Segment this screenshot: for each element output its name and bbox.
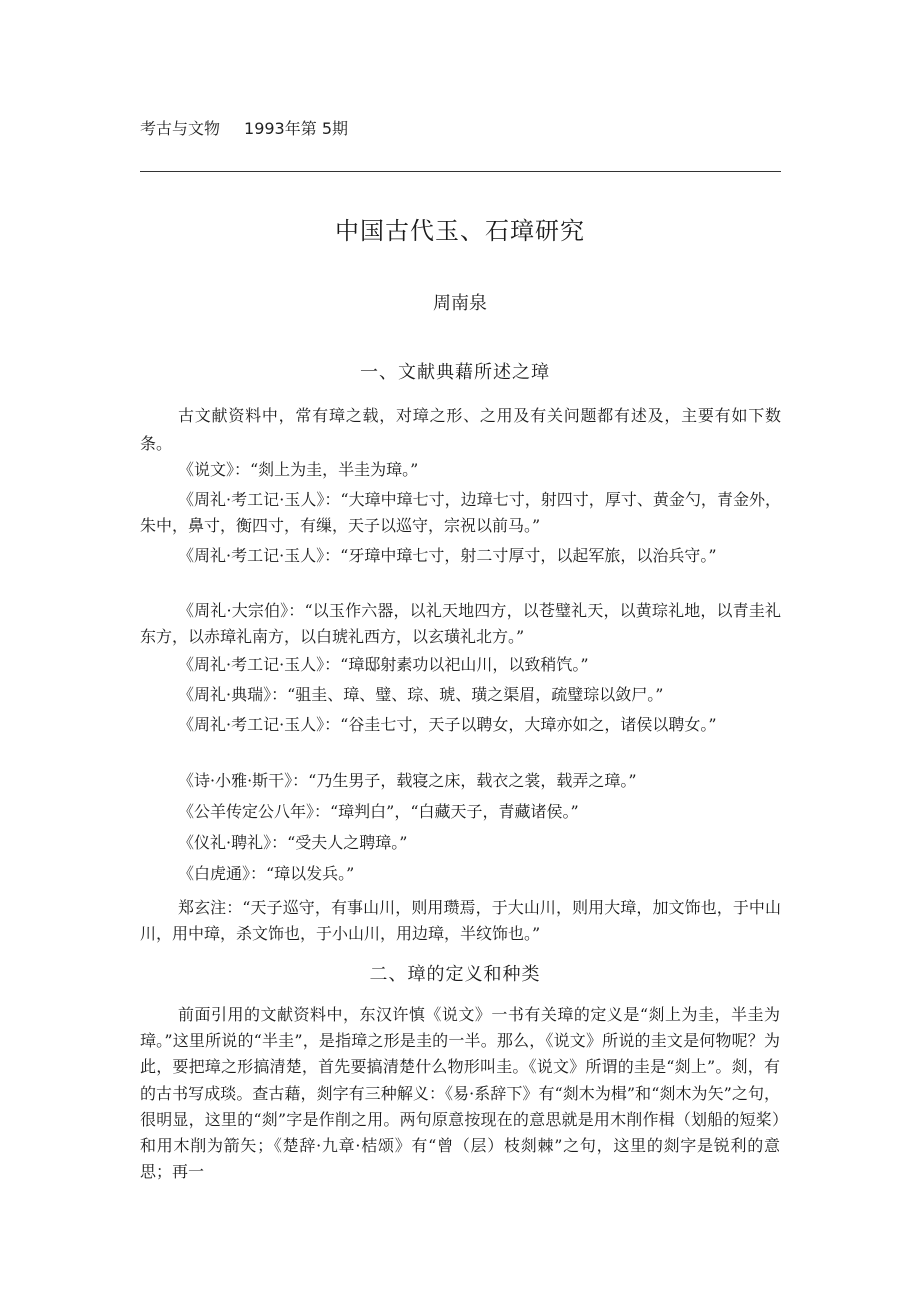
section-2-heading: 二、璋的定义和种类 xyxy=(369,964,541,985)
journal-name: 考古与文物 xyxy=(140,119,221,138)
quote-10: 《仪礼·聘礼》：“受夫人之聘璋。” xyxy=(178,833,408,852)
quote-11: 《白虎通》：“璋以发兵。” xyxy=(178,864,355,883)
quote-7: 《周礼·考工记·玉人》：“谷圭七寸，天子以聘女，大璋亦如之，诸侯以聘女。” xyxy=(178,715,717,734)
quote-4: 《周礼·大宗伯》：“以玉作六器，以礼天地四方，以苍璧礼天，以黄琮礼地，以青圭礼东方，以赤璋礼南方，以白琥礼西方，以玄璜礼北方。” xyxy=(140,601,781,646)
header-divider xyxy=(140,171,781,172)
quote-12: 郑玄注：“天子巡守，有事山川，则用瓒焉，于大山川，则用大璋，加文饰也，于中山川，用中璋，杀文饰也，于小山川，用边璋，半纹饰也。” xyxy=(140,898,781,943)
quote-1: 《说文》：“剡上为圭，半圭为璋。” xyxy=(178,460,419,479)
quote-9: 《公羊传定公八年》：“璋判白”，“白藏天子，青藏诸侯。” xyxy=(178,802,579,821)
quote-2: 《周礼·考工记·玉人》：“大璋中璋七寸，边璋七寸，射四寸，厚寸、黄金勺，青金外，朱中，鼻寸，衡四寸，有缫，天子以巡守，宗祝以前马。” xyxy=(140,490,781,535)
quote-6: 《周礼·典瑞》：“驵圭、璋、璧、琮、琥、璜之渠眉，疏璧琮以敛尸。” xyxy=(178,685,664,704)
article-author: 周南泉 xyxy=(433,293,487,314)
article-title: 中国古代玉、石璋研究 xyxy=(335,217,585,245)
quote-5: 《周礼·考工记·玉人》：“璋邸射素功以祀山川，以致稍饩。” xyxy=(178,655,589,674)
quote-3: 《周礼·考工记·玉人》：“牙璋中璋七寸，射二寸厚寸，以起军旅，以治兵守。” xyxy=(178,546,717,565)
journal-header xyxy=(140,116,372,139)
journal-issue: 1993年第 5期 xyxy=(244,119,349,138)
quote-8: 《诗·小雅·斯干》：“乃生男子，载寝之床，载衣之裳，载弄之璋。” xyxy=(178,771,637,790)
section-2-paragraph: 前面引用的文献资料中，东汉许慎《说文》一书有关璋的定义是“剡上为圭，半圭为璋。”这里所说的“半圭”，是指璋之形是圭的一半。那么，《说文》所说的圭文是何物呢？为此，要把璋之形搞清楚，首先要搞清楚什么物形叫圭。《说文》所谓的圭是“剡上”。剡，有的古书写成琰。查古藉，剡字有三种解义：《易·系辞下》有“剡木为楫”和“剡木为矢”之句，很明显，这里的“剡”字是作削之用。两句原意按现在的意思就是用木削作楫（划船的短桨）和用木削为箭矢；《楚辞·九章·桔颂》有“曾（层）枝剡棘”之句，这里的剡字是锐利的意思；再一 xyxy=(140,1005,780,1182)
section-1-heading: 一、文献典藉所述之璋 xyxy=(360,362,550,383)
section-1-intro: 古文献资料中，常有璋之载，对璋之形、之用及有关问题都有述及，主要有如下数条。 xyxy=(140,406,781,453)
